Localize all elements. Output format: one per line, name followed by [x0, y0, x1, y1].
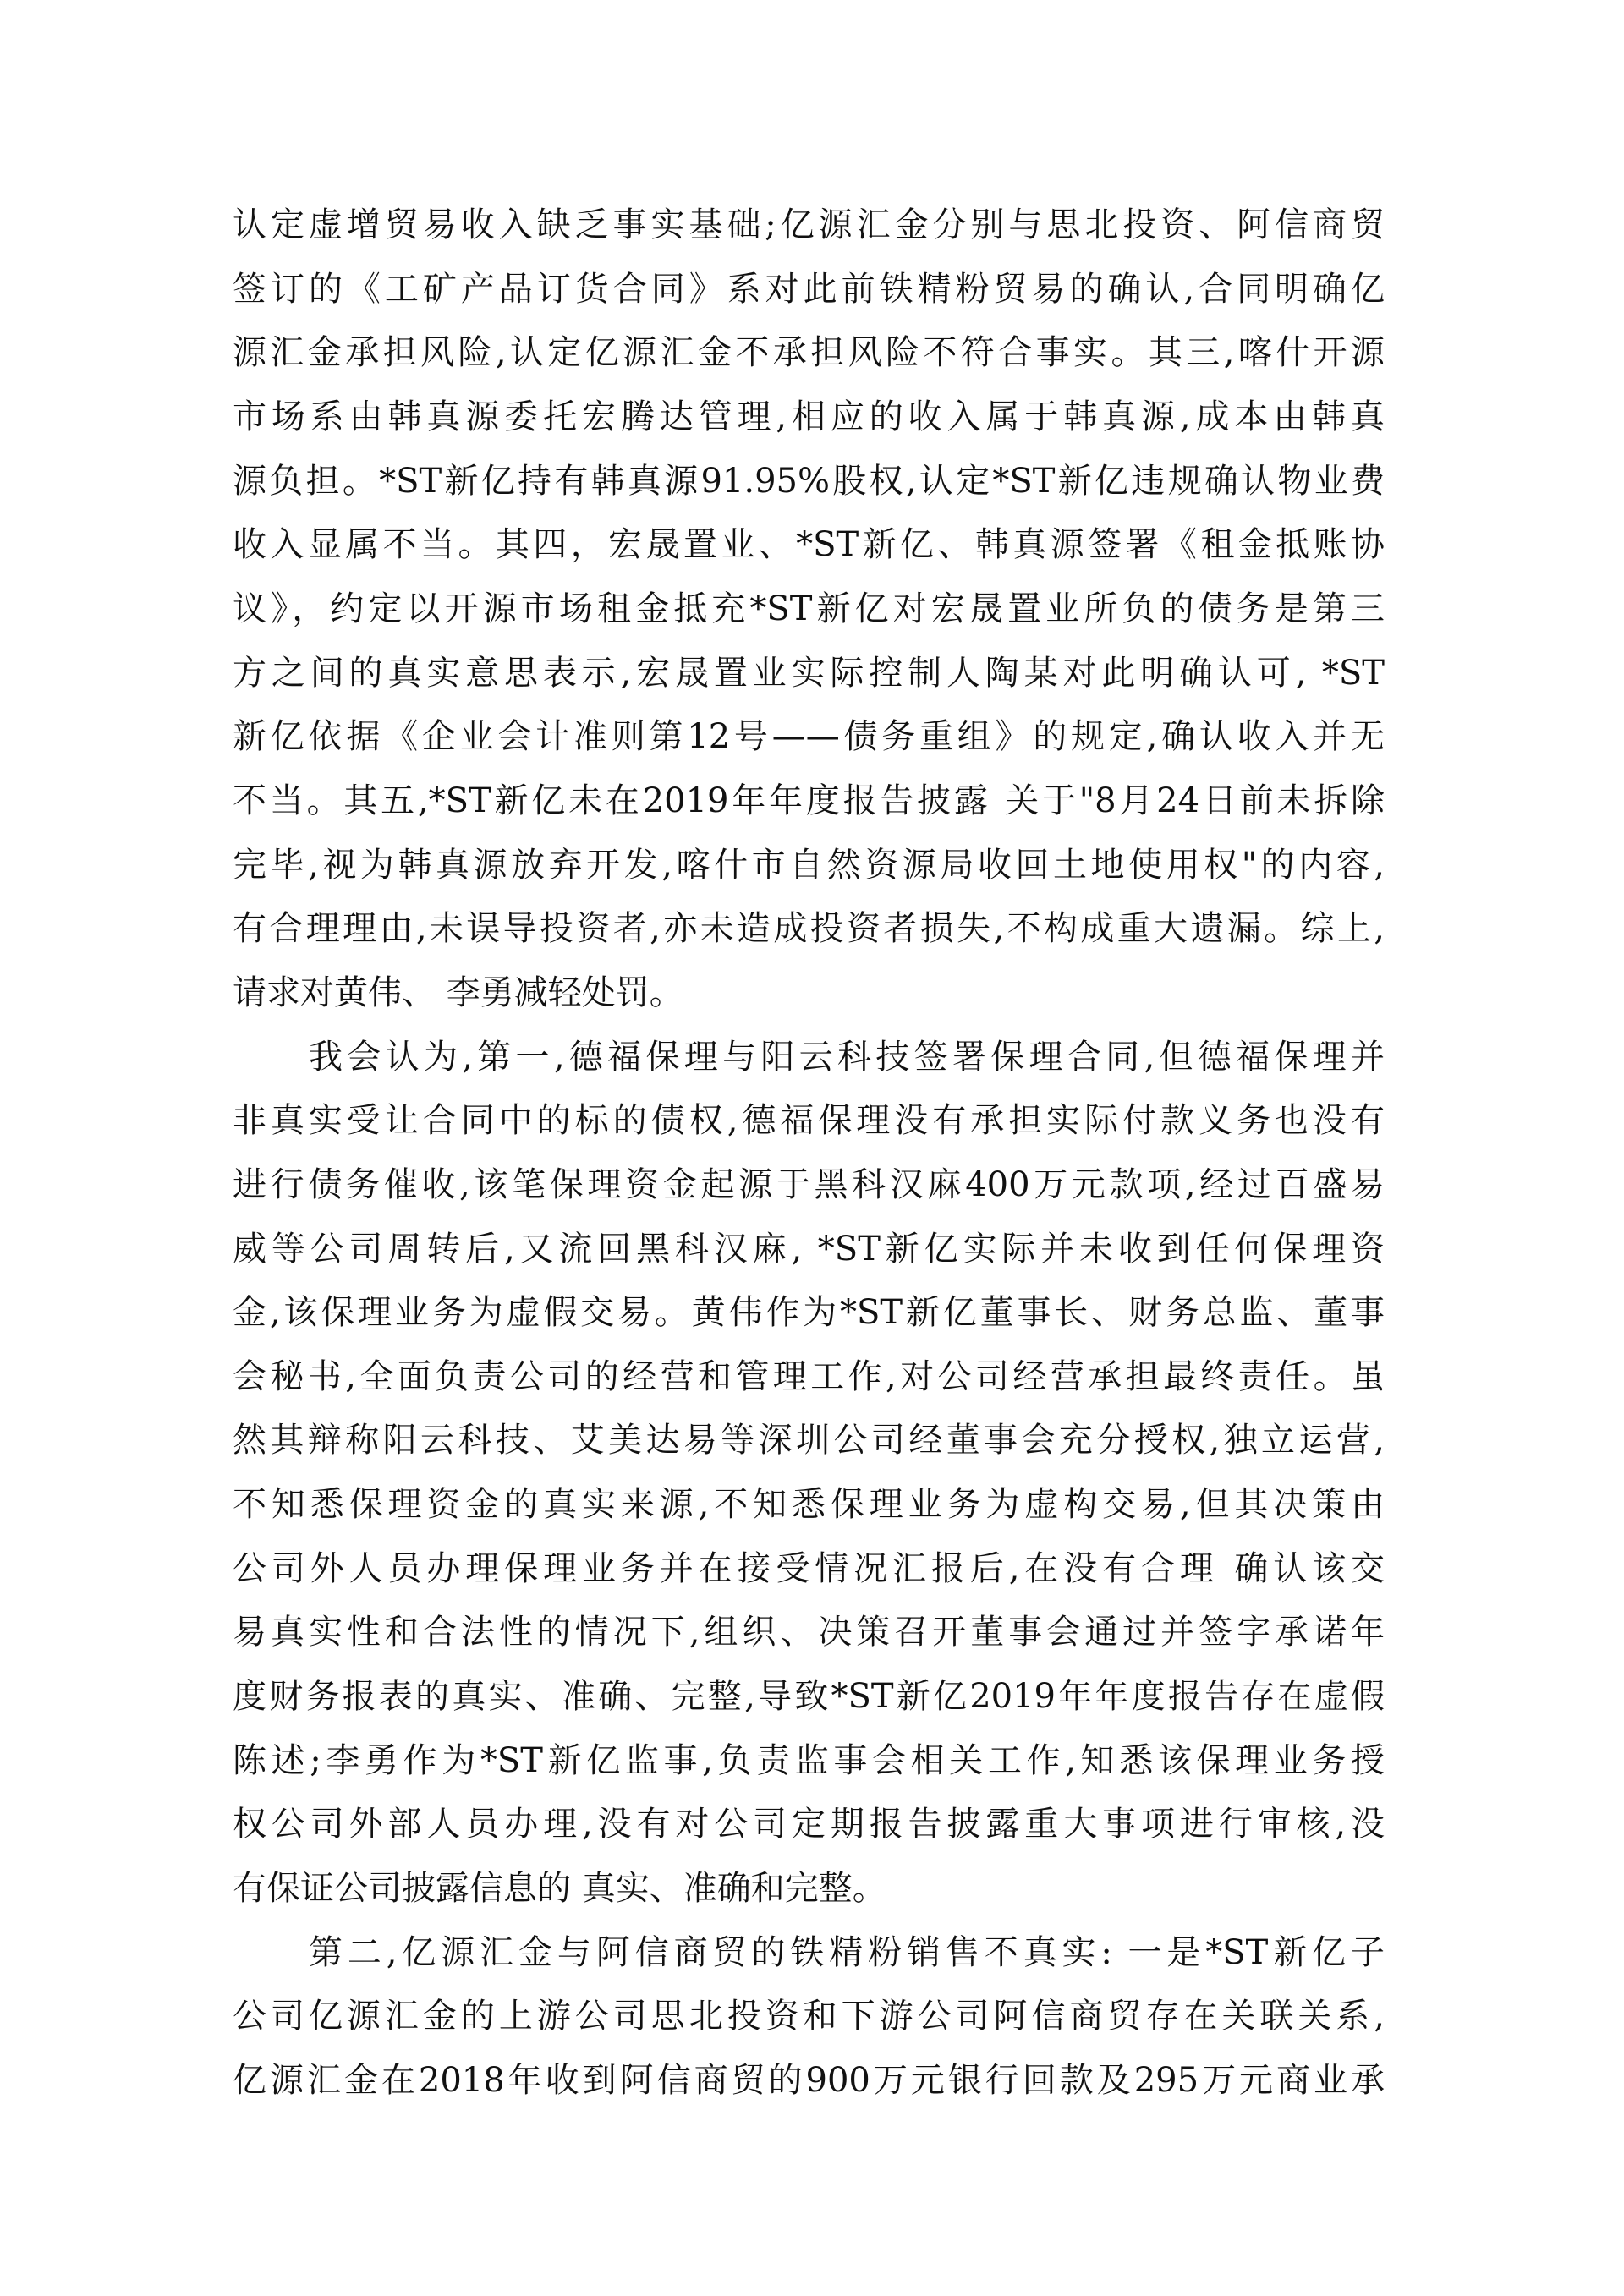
text-line: 请求对黄伟、 李勇减轻处罚。 [233, 973, 683, 1012]
text-line: 亿源汇金在2018年收到阿信商贸的900万元银行回款及295万元商业承 [233, 2061, 1385, 2101]
text-line: 金,该保理业务为虚假交易。黄伟作为*ST新亿董事长、财务总监、董事 [233, 1293, 1385, 1333]
text-line: 会秘书,全面负责公司的经营和管理工作,对公司经营承担最终责任。虽 [233, 1356, 1385, 1396]
text-line: 我会认为,第一,德福保理与阳云科技签署保理合同,但德福保理并 [309, 1037, 1385, 1077]
text-line: 不当。其五,*ST新亿未在2019年年度报告披露 关于"8月24日前未拆除 [233, 781, 1385, 820]
text-line: 公司亿源汇金的上游公司思北投资和下游公司阿信商贸存在关联关系, [233, 1997, 1385, 2036]
text-line: 易真实性和合法性的情况下,组织、决策召开董事会通过并签字承诺年 [233, 1613, 1385, 1652]
text-line: 不知悉保理资金的真实来源,不知悉保理业务为虚构交易,但其决策由 [233, 1485, 1385, 1525]
paragraph-commission-finding-two [233, 1931, 1385, 2123]
text-line: 然其辩称阳云科技、艾美达易等深圳公司经董事会充分授权,独立运营, [233, 1421, 1385, 1460]
text-line: 有合理理由,未误导投资者,亦未造成投资者损失,不构成重大遗漏。综上, [233, 909, 1385, 949]
text-line: 非真实受让合同中的标的债权,德福保理没有承担实际付款义务也没有 [233, 1101, 1385, 1141]
text-line: 源负担。*ST新亿持有韩真源91.95%股权,认定*ST新亿违规确认物业费 [233, 461, 1385, 501]
text-line: 威等公司周转后,又流回黑科汉麻, *ST新亿实际并未收到任何保理资 [233, 1229, 1385, 1269]
text-line: 权公司外部人员办理,没有对公司定期报告披露重大事项进行审核,没 [233, 1805, 1385, 1844]
body-text [233, 203, 1385, 2123]
text-line: 方之间的真实意思表示,宏晟置业实际控制人陶某对此明确认可, *ST [233, 653, 1385, 693]
text-line: 陈述;李勇作为*ST新亿监事,负责监事会相关工作,知悉该保理业务授 [233, 1740, 1385, 1780]
text-line: 市场系由韩真源委托宏腾达管理,相应的收入属于韩真源,成本由韩真 [233, 397, 1385, 436]
text-line: 收入显属不当。其四，宏晟置业、*ST新亿、韩真源签署《租金抵账协 [233, 525, 1385, 565]
text-line: 议》，约定以开源市场租金抵充*ST新亿对宏晟置业所负的债务是第三 [233, 589, 1385, 628]
paragraph-defense-arguments [233, 203, 1385, 1035]
text-line: 有保证公司披露信息的 真实、准确和完整。 [233, 1869, 886, 1909]
text-line: 认定虚增贸易收入缺乏事实基础;亿源汇金分别与思北投资、阿信商贸 [233, 205, 1385, 244]
text-line: 度财务报表的真实、准确、完整,导致*ST新亿2019年年度报告存在虚假 [233, 1677, 1385, 1717]
paragraph-commission-finding-one [233, 1035, 1385, 1931]
text-line: 公司外人员办理保理业务并在接受情况汇报后,在没有合理 确认该交 [233, 1548, 1385, 1588]
text-line: 第二,亿源汇金与阿信商贸的铁精粉销售不真实: 一是*ST新亿子 [309, 1932, 1385, 1972]
text-line: 新亿依据《企业会计准则第12号——债务重组》的规定,确认收入并无 [233, 717, 1385, 757]
text-line: 进行债务催收,该笔保理资金起源于黑科汉麻400万元款项,经过百盛易 [233, 1164, 1385, 1204]
text-line: 源汇金承担风险,认定亿源汇金不承担风险不符合事实。其三,喀什开源 [233, 333, 1385, 373]
text-line: 完毕,视为韩真源放弃开发,喀什市自然资源局收回土地使用权"的内容, [233, 845, 1385, 885]
text-line: 签订的《工矿产品订货合同》系对此前铁精粉贸易的确认,合同明确亿 [233, 269, 1385, 309]
